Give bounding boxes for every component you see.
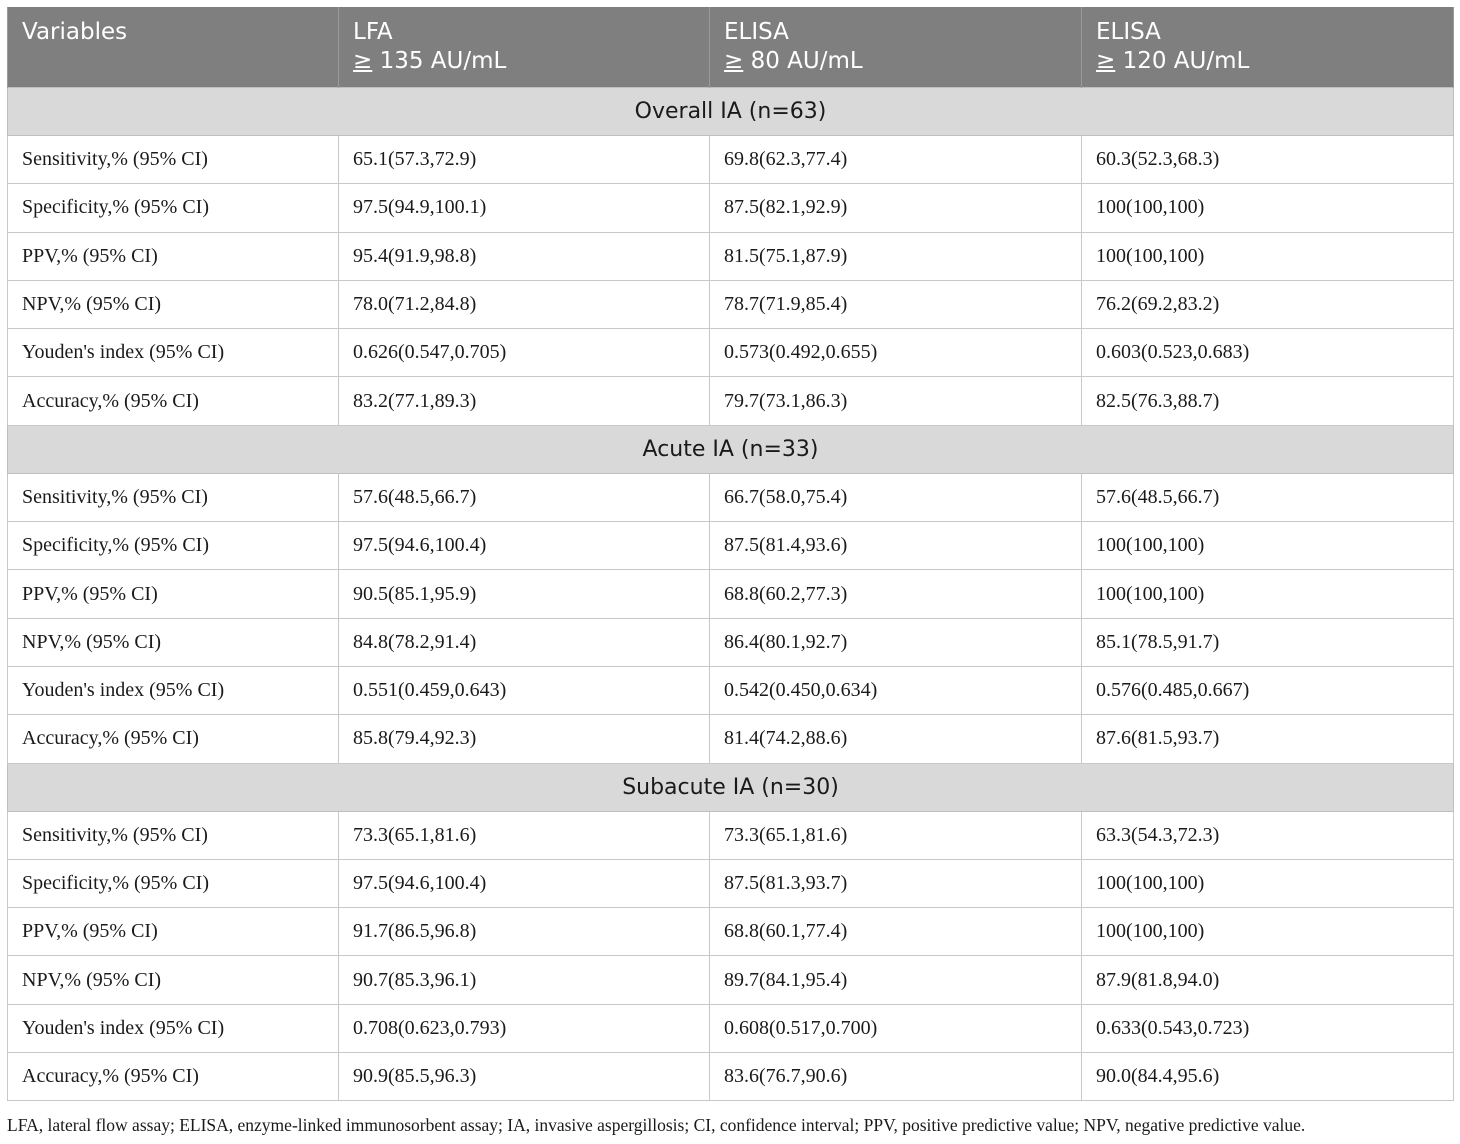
row-label: NPV,% (95% CI) bbox=[8, 618, 339, 666]
cell-lfa: 90.9(85.5,96.3) bbox=[339, 1053, 710, 1101]
row-label: PPV,% (95% CI) bbox=[8, 570, 339, 618]
table-row bbox=[8, 570, 1454, 618]
header-lfa-cutoff-value: 135 AU/mL bbox=[372, 48, 507, 74]
table-row bbox=[8, 184, 1454, 232]
section-title: Acute IA (n=33) bbox=[8, 425, 1454, 473]
cell-elisa-80: 79.7(73.1,86.3) bbox=[710, 377, 1082, 425]
section-title: Overall IA (n=63) bbox=[8, 88, 1454, 136]
row-label: Accuracy,% (95% CI) bbox=[8, 377, 339, 425]
cell-lfa: 57.6(48.5,66.7) bbox=[339, 473, 710, 521]
cell-lfa: 78.0(71.2,84.8) bbox=[339, 280, 710, 328]
cell-elisa-80: 73.3(65.1,81.6) bbox=[710, 811, 1082, 859]
cell-elisa-80: 68.8(60.1,77.4) bbox=[710, 908, 1082, 956]
table-row bbox=[8, 956, 1454, 1004]
cell-lfa: 0.551(0.459,0.643) bbox=[339, 666, 710, 714]
cell-elisa-80: 87.5(81.4,93.6) bbox=[710, 522, 1082, 570]
cell-elisa-80: 0.608(0.517,0.700) bbox=[710, 1004, 1082, 1052]
table-row bbox=[8, 618, 1454, 666]
header-elisa-120-name: ELISA bbox=[1096, 19, 1161, 45]
table-row bbox=[8, 811, 1454, 859]
cell-elisa-80: 66.7(58.0,75.4) bbox=[710, 473, 1082, 521]
cell-elisa-120: 100(100,100) bbox=[1082, 522, 1454, 570]
cell-elisa-120: 90.0(84.4,95.6) bbox=[1082, 1053, 1454, 1101]
cell-lfa: 85.8(79.4,92.3) bbox=[339, 715, 710, 763]
row-label: Sensitivity,% (95% CI) bbox=[8, 136, 339, 184]
row-label: Accuracy,% (95% CI) bbox=[8, 1053, 339, 1101]
cell-elisa-80: 81.4(74.2,88.6) bbox=[710, 715, 1082, 763]
header-elisa-80-cutoff-value: 80 AU/mL bbox=[743, 48, 863, 74]
section-header-acute bbox=[8, 425, 1454, 473]
cell-lfa: 90.7(85.3,96.1) bbox=[339, 956, 710, 1004]
row-label: Youden's index (95% CI) bbox=[8, 1004, 339, 1052]
cell-elisa-120: 0.603(0.523,0.683) bbox=[1082, 329, 1454, 377]
row-label: Accuracy,% (95% CI) bbox=[8, 715, 339, 763]
row-label: Specificity,% (95% CI) bbox=[8, 522, 339, 570]
cell-elisa-120: 0.576(0.485,0.667) bbox=[1082, 666, 1454, 714]
cell-elisa-120: 100(100,100) bbox=[1082, 859, 1454, 907]
cell-lfa: 90.5(85.1,95.9) bbox=[339, 570, 710, 618]
cell-lfa: 91.7(86.5,96.8) bbox=[339, 908, 710, 956]
cell-elisa-80: 86.4(80.1,92.7) bbox=[710, 618, 1082, 666]
cell-elisa-80: 83.6(76.7,90.6) bbox=[710, 1053, 1082, 1101]
cell-elisa-80: 78.7(71.9,85.4) bbox=[710, 280, 1082, 328]
cell-elisa-120: 82.5(76.3,88.7) bbox=[1082, 377, 1454, 425]
table-row bbox=[8, 280, 1454, 328]
section-header-overall bbox=[8, 88, 1454, 136]
section-title: Subacute IA (n=30) bbox=[8, 763, 1454, 811]
row-label: Sensitivity,% (95% CI) bbox=[8, 473, 339, 521]
cell-elisa-120: 57.6(48.5,66.7) bbox=[1082, 473, 1454, 521]
cell-lfa: 73.3(65.1,81.6) bbox=[339, 811, 710, 859]
table-row bbox=[8, 522, 1454, 570]
cell-elisa-120: 85.1(78.5,91.7) bbox=[1082, 618, 1454, 666]
header-variables-label: Variables bbox=[22, 19, 128, 45]
table-row bbox=[8, 859, 1454, 907]
cell-lfa: 95.4(91.9,98.8) bbox=[339, 232, 710, 280]
cell-elisa-120: 100(100,100) bbox=[1082, 184, 1454, 232]
table-row bbox=[8, 329, 1454, 377]
section-header-subacute bbox=[8, 763, 1454, 811]
ge-symbol: ≥ bbox=[1096, 48, 1116, 74]
row-label: NPV,% (95% CI) bbox=[8, 956, 339, 1004]
diagnostic-performance-table bbox=[7, 7, 1454, 1101]
header-lfa bbox=[339, 7, 710, 88]
results-table-container bbox=[7, 7, 1453, 1101]
table-row bbox=[8, 232, 1454, 280]
ge-symbol: ≥ bbox=[353, 48, 373, 74]
table-row bbox=[8, 473, 1454, 521]
header-lfa-name: LFA bbox=[353, 19, 393, 45]
header-elisa-120-cutoff bbox=[1096, 47, 1439, 76]
cell-elisa-80: 69.8(62.3,77.4) bbox=[710, 136, 1082, 184]
header-elisa-120-cutoff-value: 120 AU/mL bbox=[1115, 48, 1250, 74]
cell-elisa-120: 100(100,100) bbox=[1082, 570, 1454, 618]
row-label: PPV,% (95% CI) bbox=[8, 232, 339, 280]
ge-symbol: ≥ bbox=[724, 48, 744, 74]
cell-elisa-80: 68.8(60.2,77.3) bbox=[710, 570, 1082, 618]
cell-elisa-120: 76.2(69.2,83.2) bbox=[1082, 280, 1454, 328]
header-elisa-80-name: ELISA bbox=[724, 19, 789, 45]
header-lfa-cutoff bbox=[353, 47, 695, 76]
cell-lfa: 84.8(78.2,91.4) bbox=[339, 618, 710, 666]
cell-elisa-120: 63.3(54.3,72.3) bbox=[1082, 811, 1454, 859]
table-row bbox=[8, 136, 1454, 184]
cell-elisa-80: 89.7(84.1,95.4) bbox=[710, 956, 1082, 1004]
header-variables bbox=[8, 7, 339, 88]
row-label: Specificity,% (95% CI) bbox=[8, 184, 339, 232]
cell-elisa-120: 87.6(81.5,93.7) bbox=[1082, 715, 1454, 763]
table-row bbox=[8, 908, 1454, 956]
cell-elisa-120: 60.3(52.3,68.3) bbox=[1082, 136, 1454, 184]
header-elisa-120 bbox=[1082, 7, 1454, 88]
header-elisa-80-cutoff bbox=[724, 47, 1067, 76]
table-row bbox=[8, 1053, 1454, 1101]
table-body bbox=[8, 88, 1454, 1101]
cell-lfa: 0.626(0.547,0.705) bbox=[339, 329, 710, 377]
cell-elisa-120: 0.633(0.543,0.723) bbox=[1082, 1004, 1454, 1052]
row-label: Specificity,% (95% CI) bbox=[8, 859, 339, 907]
cell-lfa: 0.708(0.623,0.793) bbox=[339, 1004, 710, 1052]
table-row bbox=[8, 715, 1454, 763]
table-footnote: LFA, lateral flow assay; ELISA, enzyme-linked immunosorbent assay; IA, invasive aspergillosis; CI, confidence interval; PPV, positive predictive value; NPV, negative predictive value. bbox=[7, 1115, 1306, 1135]
cell-elisa-120: 100(100,100) bbox=[1082, 232, 1454, 280]
row-label: Youden's index (95% CI) bbox=[8, 666, 339, 714]
row-label: Youden's index (95% CI) bbox=[8, 329, 339, 377]
header-row bbox=[8, 7, 1454, 88]
cell-elisa-80: 87.5(81.3,93.7) bbox=[710, 859, 1082, 907]
table-row bbox=[8, 377, 1454, 425]
table-row bbox=[8, 666, 1454, 714]
row-label: Sensitivity,% (95% CI) bbox=[8, 811, 339, 859]
cell-lfa: 97.5(94.6,100.4) bbox=[339, 522, 710, 570]
cell-lfa: 83.2(77.1,89.3) bbox=[339, 377, 710, 425]
cell-elisa-120: 87.9(81.8,94.0) bbox=[1082, 956, 1454, 1004]
cell-lfa: 97.5(94.6,100.4) bbox=[339, 859, 710, 907]
row-label: PPV,% (95% CI) bbox=[8, 908, 339, 956]
cell-lfa: 97.5(94.9,100.1) bbox=[339, 184, 710, 232]
cell-elisa-80: 0.542(0.450,0.634) bbox=[710, 666, 1082, 714]
row-label: NPV,% (95% CI) bbox=[8, 280, 339, 328]
cell-elisa-80: 0.573(0.492,0.655) bbox=[710, 329, 1082, 377]
cell-elisa-80: 81.5(75.1,87.9) bbox=[710, 232, 1082, 280]
cell-elisa-80: 87.5(82.1,92.9) bbox=[710, 184, 1082, 232]
cell-elisa-120: 100(100,100) bbox=[1082, 908, 1454, 956]
table-header bbox=[8, 7, 1454, 88]
cell-lfa: 65.1(57.3,72.9) bbox=[339, 136, 710, 184]
table-row bbox=[8, 1004, 1454, 1052]
header-elisa-80 bbox=[710, 7, 1082, 88]
